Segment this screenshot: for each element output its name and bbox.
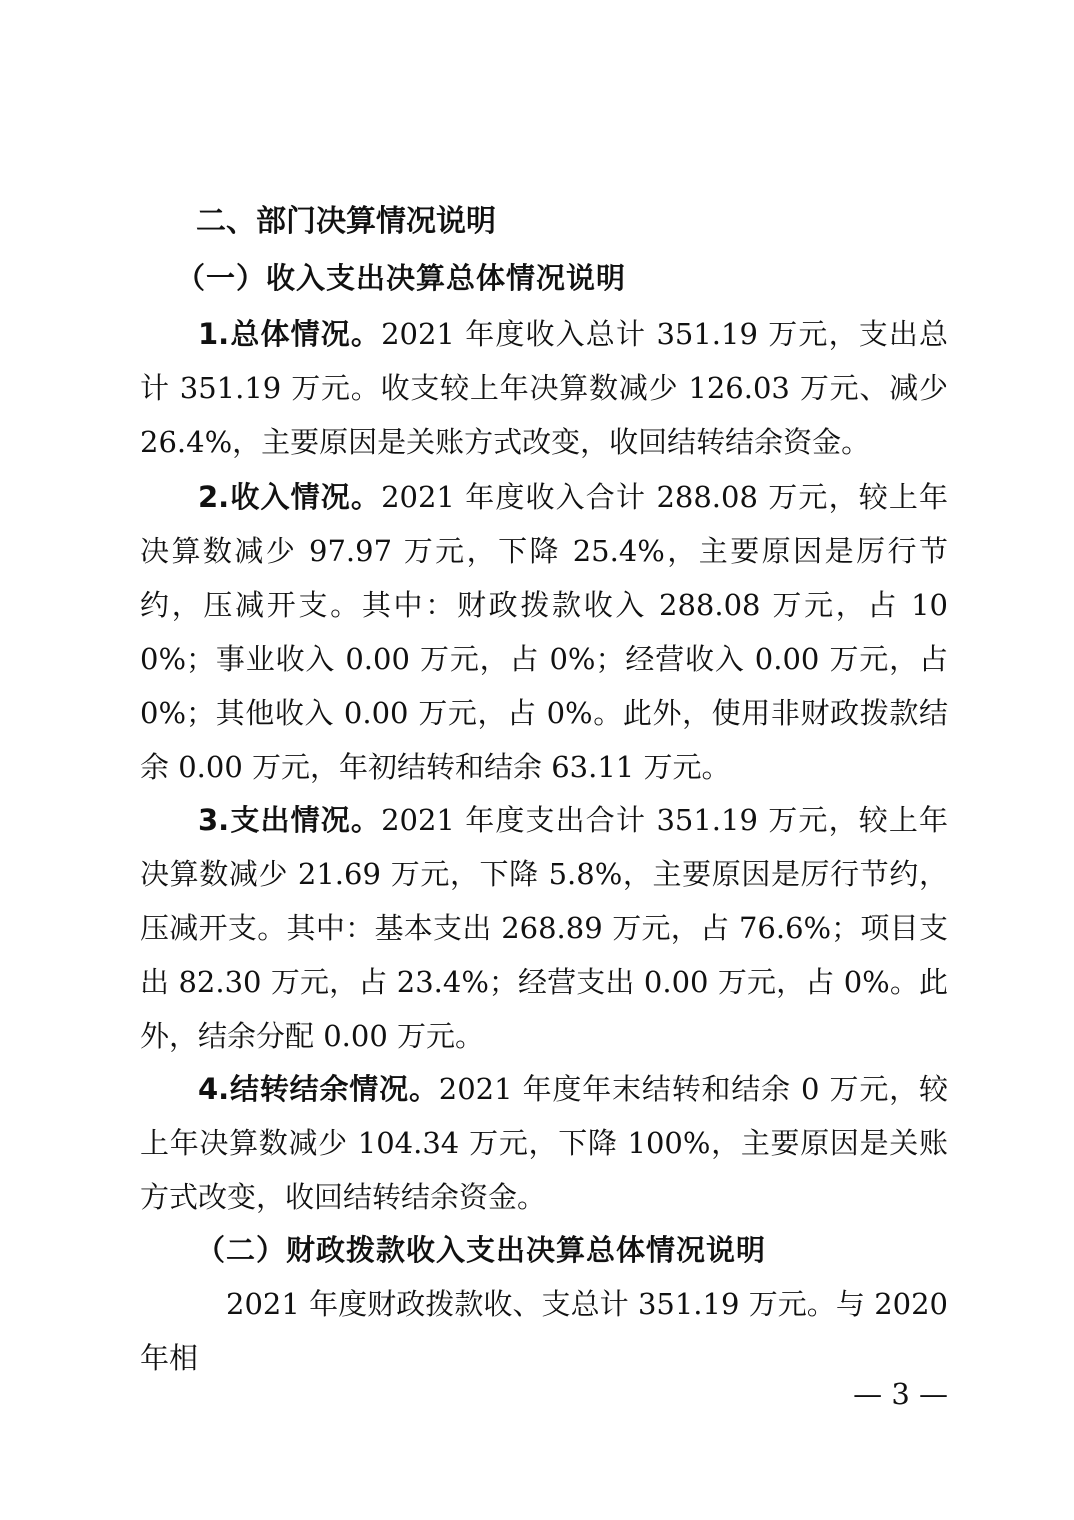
subsection-1-heading: （一）收入支出决算总体情况说明 [176, 261, 627, 295]
paragraph-text: 2021 年度年末结转和结余 0 万元，较上年决算数减少 104.34 万元，下降 100%，主要原因是关账方式改变，收回结转结余资金。 [140, 1072, 948, 1214]
closing-paragraph: 2021 年度财政拨款收、支总计 351.19 万元。与 2020 年相 [140, 1287, 948, 1375]
paragraph-text: 2021 年度收入总计 351.19 万元，支出总计 351.19 万元。收支较上年决算数减少 126.03 万元、减少 26.4%，主要原因是关账方式改变，收回结转结余资金。 [140, 317, 948, 459]
paragraph-lead: 1.总体情况。 [198, 317, 382, 351]
paragraph-expenditure [140, 793, 948, 1063]
page-number: — 3 — [853, 1377, 948, 1411]
paragraph-text: 2021 年度收入合计 288.08 万元，较上年决算数减少 97.97 万元，下降 25.4%，主要原因是厉行节约，压减开支。其中：财政拨款收入 288.08 万元，占 100%；事业收入 0.00 万元，占 0%；经营收入 0.00 万元，占 0%；其他收入 0.00 万元，占 0%。此外，使用非财政拨款结余 0.00 万元，年初结转和结余 63.11 万元。 [140, 480, 948, 784]
paragraph-text: 2021 年度支出合计 351.19 万元，较上年决算数减少 21.69 万元，下降 5.8%，主要原因是厉行节约，压减开支。其中：基本支出 268.89 万元，占 76.6%；项目支出 82.30 万元，占 23.4%；经营支出 0.00 万元，占 0%。此外，结余分配 0.00 万元。 [140, 803, 948, 1053]
subsection-2-heading: （二）财政拨款收入支出决算总体情况说明 [196, 1233, 767, 1267]
section-heading: 二、部门决算情况说明 [196, 204, 496, 239]
paragraph-overall [140, 307, 948, 469]
paragraph-lead: 2.收入情况。 [198, 480, 382, 514]
paragraph-lead: 3.支出情况。 [198, 803, 382, 837]
paragraph-lead: 4.结转结余情况。 [198, 1072, 439, 1106]
paragraph-carryover [140, 1062, 948, 1224]
paragraph-income [140, 470, 948, 794]
